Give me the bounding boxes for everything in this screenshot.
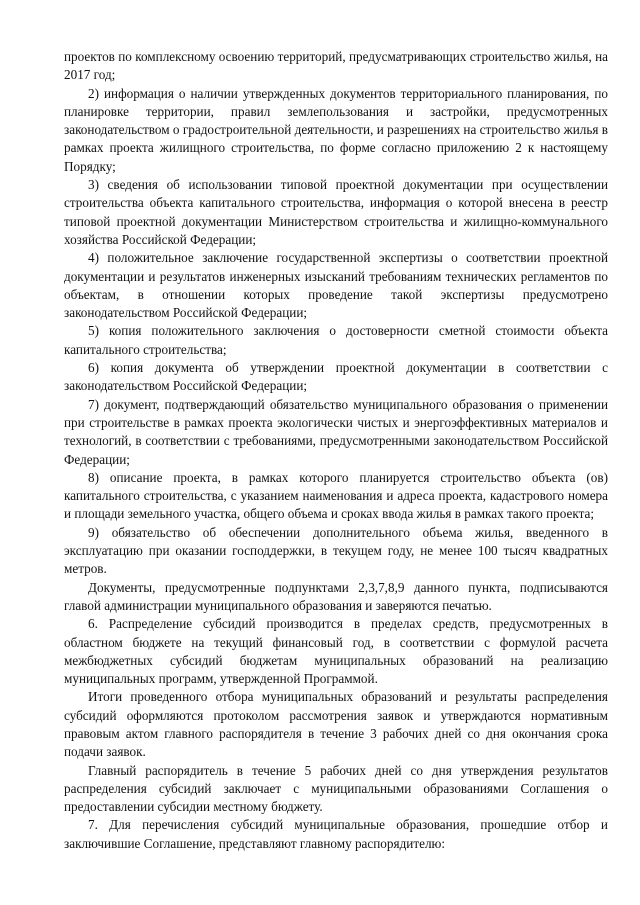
paragraph-continuation: проектов по комплексному освоению территорий, предусматривающих строительство жилья, на 2017 год; (64, 49, 608, 83)
paragraph-selection-results: Итоги проведенного отбора муниципальных образований и результаты распределения субсидий оформляются протоколом рассмотрения заявок и утверждаются нормативным правовым актом главного распорядителя в течение 3 рабочих дней со дня окончания срока подачи заявок. (64, 689, 608, 760)
paragraph-item-3: 3) сведения об использовании типовой проектной документации при осуществлении строительства объекта капитального строительства, информация о которой внесена в реестр типовой проектной документации Министерством строительства и жилищно-коммунального хозяйства Российской Федерации; (64, 177, 608, 247)
paragraph-item-9: 9) обязательство об обеспечении дополнительного объема жилья, введенного в эксплуатацию при оказании господдержки, в текущем году, не менее 100 тысяч квадратных метров. (64, 524, 608, 577)
paragraph-item-2: 2) информация о наличии утвержденных документов территориального планирования, по планировке территории, правил землепользования и застройки, предусмотренных законодательством о градостроительной деятельности, и разрешениях на строительство жилья в рамках проекта жилищного строительства, по форме согласно приложению 2 к настоящему Порядку; (64, 85, 608, 174)
paragraph-item-8: 8) описание проекта, в рамках которого планируется строительство объекта (ов) капитального строительства, с указанием наименования и адреса проекта, кадастрового номера и площади земельного участка, общего объема и сроках ввода жилья в рамках такого проекта; (64, 469, 608, 522)
paragraph-item-6: 6) копия документа об утверждении проектной документации в соответствии с законодательством Российской Федерации; (64, 360, 608, 394)
paragraph-item-5: 5) копия положительного заключения о достоверности сметной стоимости объекта капитального строительства; (64, 323, 608, 357)
document-page (64, 48, 608, 853)
paragraph-item-4: 4) положительное заключение государственной экспертизы о соответствии проектной документации и результатов инженерных изысканий требованиям технических регламентов по объектам, в отношении которых проведение такой экспертизы предусмотрено законодательством Российской Федерации; (64, 250, 608, 321)
paragraph-agreements: Главный распорядитель в течение 5 рабочих дней со дня утверждения результатов распределения субсидий заключает с муниципальными образованиями Соглашения о предоставлении субсидии местному бюджету. (64, 762, 608, 815)
paragraph-section-6: 6. Распределение субсидий производится в пределах средств, предусмотренных в областном бюджете на текущий финансовый год, в соответствии с формулой расчета межбюджетных субсидий бюджетам муниципальных образований на реализацию муниципальных программ, утвержденной Программой. (64, 616, 608, 687)
paragraph-item-7: 7) документ, подтверждающий обязательство муниципального образования о применении при строительстве в рамках проекта экологически чистых и энергоэффективных материалов и технологий, в соответствии с требованиями, предусмотренными законодательством Российской Федерации; (64, 396, 608, 467)
paragraph-section-7: 7. Для перечисления субсидий муниципальные образования, прошедшие отбор и заключившие Соглашение, представляют главному распорядителю: (64, 817, 608, 851)
paragraph-documents-signing: Документы, предусмотренные подпунктами 2,3,7,8,9 данного пункта, подписываются главой администрации муниципального образования и заверяются печатью. (64, 579, 608, 613)
